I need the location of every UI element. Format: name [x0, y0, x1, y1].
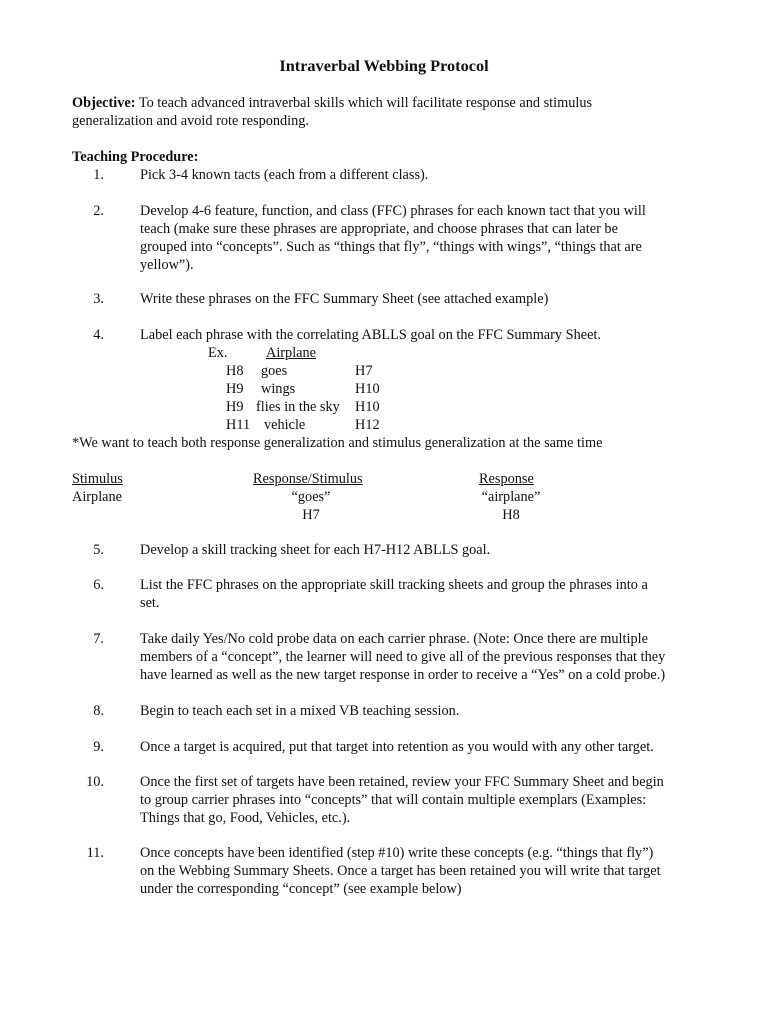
step-line: Label each phrase with the correlating ABLLS goal on the FFC Summary Sheet.: [140, 327, 601, 343]
example-code: H9: [226, 399, 244, 415]
example-phrase: wings: [261, 381, 296, 397]
step-line: under the corresponding “concept” (see example below): [140, 881, 462, 897]
step-text: [140, 290, 704, 308]
table-cell-response-stimulus: “goes”: [291, 489, 331, 505]
step-line: to group carrier phrases into “concepts” that will contain multiple exemplars (Examples:: [140, 792, 647, 808]
step-text: [140, 773, 704, 827]
step-number: 6.: [93, 577, 104, 593]
step-item: [93, 630, 704, 684]
table-cell-goal: H8: [502, 507, 520, 523]
step-item: [86, 773, 704, 827]
step-line: Develop a skill tracking sheet for each H7-H12 ABLLS goal.: [140, 542, 491, 558]
step-item: [93, 290, 704, 308]
step-line: Write these phrases on the FFC Summary Sheet (see attached example): [140, 291, 549, 307]
step-number: 7.: [93, 631, 104, 647]
step-line: set.: [140, 595, 160, 611]
step-line: Begin to teach each set in a mixed VB teaching session.: [140, 703, 460, 719]
step-text: [140, 202, 704, 274]
step-item: [93, 166, 704, 184]
step-text: [140, 630, 704, 684]
step-text: [140, 326, 704, 344]
step-item: [93, 202, 704, 274]
procedure-heading: Teaching Procedure:: [72, 149, 199, 165]
step-text: [140, 738, 704, 756]
step-line: Once a target is acquired, put that target into retention as you would with any other target.: [140, 739, 654, 755]
step-number: 9.: [93, 739, 104, 755]
step-number: 1.: [93, 167, 104, 183]
example-heading: Airplane: [266, 345, 317, 361]
step-number: 10.: [86, 774, 104, 790]
column-header-stimulus: Stimulus: [72, 471, 123, 487]
step-line: Once the first set of targets have been retained, review your FFC Summary Sheet and begin: [140, 774, 664, 790]
step-item: [93, 738, 704, 756]
step-line: yellow”).: [140, 257, 194, 273]
step-text: [140, 541, 704, 559]
objective-text-1: To teach advanced intraverbal skills which will facilitate response and stimulus: [138, 95, 593, 111]
objective-label: Objective:: [72, 95, 136, 111]
step-line: on the Webbing Summary Sheets. Once a target has been retained you will write that target: [140, 863, 661, 879]
step-line: Pick 3-4 known tacts (each from a different class).: [140, 167, 429, 183]
example-goal: H12: [355, 417, 380, 433]
table-cell-stimulus: Airplane: [72, 489, 123, 505]
step-line: have learned as well as the new target response in order to receive a “Yes” on a cold probe.): [140, 667, 666, 683]
step-item: [93, 326, 704, 344]
step-line: members of a “concept”, the learner will need to give all of the previous responses that they: [140, 649, 666, 665]
step-number: 8.: [93, 703, 104, 719]
step-item: [86, 844, 704, 898]
example-code: H8: [226, 363, 244, 379]
example-goal: H10: [355, 381, 380, 397]
objective-line-1: [72, 94, 592, 112]
step-number: 4.: [93, 327, 104, 343]
generalization-note: *We want to teach both response generalization and stimulus generalization at the same time: [72, 435, 603, 451]
step-text: [140, 844, 704, 898]
example-phrase: vehicle: [264, 417, 306, 433]
example-code: H9: [226, 381, 244, 397]
example-code: H11: [226, 417, 251, 433]
column-header-response-stimulus: Response/Stimulus: [253, 471, 363, 487]
example-phrase: flies in the sky: [256, 399, 340, 415]
example-goal: H7: [355, 363, 373, 379]
column-header-response: Response: [479, 471, 534, 487]
step-text: [140, 576, 704, 612]
step-line: Develop 4-6 feature, function, and class (FFC) phrases for each known tact that you will: [140, 203, 646, 219]
step-text: [140, 166, 704, 184]
example-goal: H10: [355, 399, 380, 415]
step-line: List the FFC phrases on the appropriate skill tracking sheets and group the phrases into a: [140, 577, 648, 593]
table-cell-response: “airplane”: [481, 489, 541, 505]
step-number: 2.: [93, 203, 104, 219]
step-number: 11.: [86, 845, 104, 861]
step-line: Once concepts have been identified (step #10) write these concepts (e.g. “things that fly”): [140, 845, 654, 861]
example-label: Ex.: [208, 345, 228, 361]
step-line: Take daily Yes/No cold probe data on each carrier phrase. (Note: Once there are multiple: [140, 631, 648, 647]
example-phrase: goes: [261, 363, 288, 379]
step-line: teach (make sure these phrases are appropriate, and choose phrases that can later be: [140, 221, 618, 237]
table-cell-goal: H7: [302, 507, 320, 523]
objective-text-2: generalization and avoid rote responding.: [72, 113, 310, 129]
step-text: [140, 702, 704, 720]
step-line: grouped into “concepts”. Such as “things that fly”, “things with wings”, “things that are: [140, 239, 642, 255]
step-item: [93, 541, 704, 559]
step-line: Things that go, Food, Vehicles, etc.).: [140, 810, 351, 826]
step-item: [93, 576, 704, 612]
step-item: [93, 702, 704, 720]
document-title: Intraverbal Webbing Protocol: [279, 56, 489, 75]
step-number: 5.: [93, 542, 104, 558]
step-number: 3.: [93, 291, 104, 307]
